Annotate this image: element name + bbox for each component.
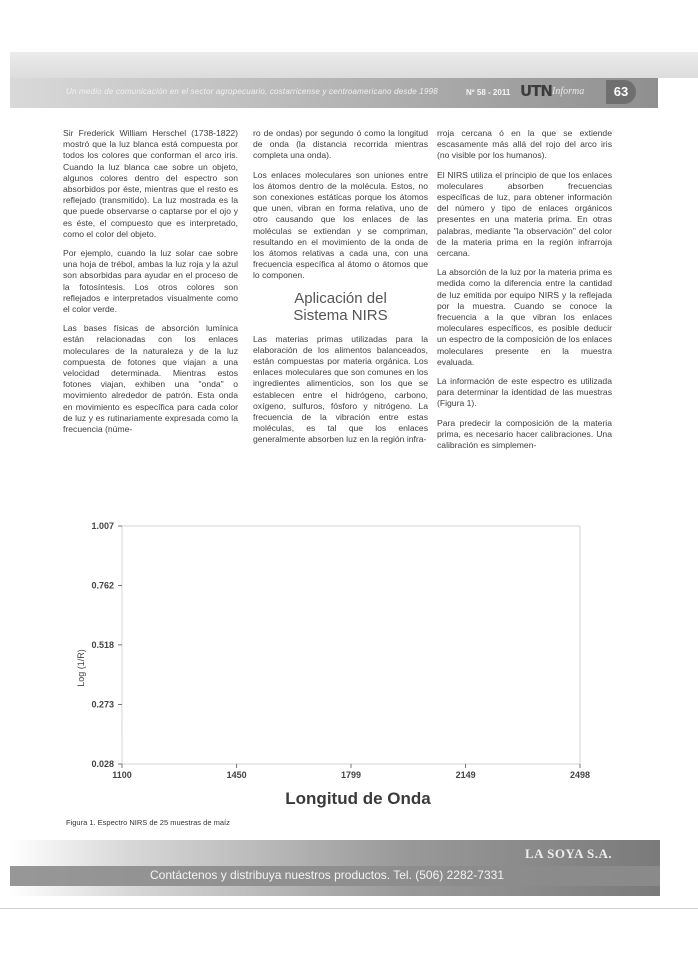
y-axis-label: Log (1/R): [76, 649, 86, 687]
x-tick-label: 1450: [226, 770, 247, 780]
header-tagline: Un medio de comunicación en el sector agropecuario, costarricense y centroamericano desde 1998: [66, 87, 438, 96]
y-tick-label: 1.007: [91, 521, 114, 531]
paragraph: La información de este espectro es utilizada para determinar la identidad de las muestras (Figura 1).: [437, 376, 612, 409]
bottom-divider: [0, 908, 698, 909]
y-tick-label: 0.273: [91, 699, 114, 710]
section-title: [253, 290, 428, 324]
paragraph: Sir Frederick William Herschel (1738-1822) mostró que la luz blanca está compuesta por todos los colores que conforman el arco iris. Cuando la luz blanca cae sobre un objeto, algunos colores dentro del espectro son absorbidos por éste, mientras que el resto es reflejado (transmitido). La luz mostrada es la que puede observarse o captarse por el ojo y es éste, el compuesto que es interpretado, como el color del objeto.: [63, 128, 238, 239]
axes-layer: [91, 521, 590, 780]
column-2: [253, 128, 428, 454]
paragraph: Los enlaces moleculares son uniones entre los átomos dentro de la molécula. Estos, no son conexiones estáticas porque los átomos que unen, vibran en forma relativa, uno de otro causando que los enlaces de las moléculas se extiendan y se compriman, resultando en el movimiento de la onda de los átomos relativas a cada una, con una frecuencia específica al átomo o átomos que lo componen.: [253, 169, 428, 281]
footer-contact: Contáctenos y distribuya nuestros productos. Tel. (506) 2282-7331: [150, 868, 504, 882]
x-tick-label: 2498: [569, 770, 591, 780]
issue-number: Nº 58 - 2011: [466, 88, 511, 97]
paragraph: Las bases físicas de absorción lumínica están relacionadas con los enlaces moleculares de la naturaleza y de la luz compuesta de fotones que viajan a una velocidad determinada. Mientras estos fotones viajan, exhiben una "onda" o movimiento alrededor de patrón. Esta onda en movimiento es específica para cada color de luz y es rutinariamente expresada como la frecuencia (núme-: [63, 323, 238, 435]
page-number: 63: [606, 80, 636, 104]
x-tick-label: 2149: [455, 770, 476, 780]
chart-svg: [70, 518, 610, 818]
footer-brand: LA SOYA S.A.: [525, 846, 613, 861]
header-shadow: [10, 52, 698, 78]
column-3: [437, 128, 612, 459]
paragraph: Para predecir la composición de la materia prima, es necesario hacer calibraciones. Una calibración es simplemen-: [437, 417, 612, 451]
paragraph: rroja cercana ó en la que se extiende escasamente más allá del rojo del arco iris (no visible por los humanos).: [437, 128, 612, 161]
utn-logo: UTN: [520, 82, 552, 100]
paragraph: La absorción de la luz por la materia prima es medida como la diferencia entre la cantidad de luz emitida por equipo NIRS y la reflejada por la muestra. Cuando se conoce la frecuencia a la que vibran los enlaces moleculares específicos, es posible deducir un espectro de la composición de los enlaces moleculares presente en la muestra evaluada.: [437, 267, 612, 367]
paragraph: Por ejemplo, cuando la luz solar cae sobre una hoja de trébol, ambas la luz roja y la azul son absorbidas para ayudar en el proceso de la fotosíntesis. Los otros colores son reflejados e interpretados visualmente como el color verde.: [63, 248, 238, 315]
paragraph: Las materias primas utilizadas para la elaboración de los alimentos balanceados, están compuestas por materia orgánica. Los enlaces moleculares que son comunes en los ingredientes alimenticios, son los que se establecen entre el hidrógeno, carbono, oxígeno, sulfuros, fósforo y nitrógeno. La frecuencia de la vibración entre estas moléculas, es tal que los enlaces generalmente absorben luz en la región infra-: [253, 333, 428, 445]
section-title-line: Sistema NIRS: [293, 306, 388, 324]
x-axis-label: Longitud de Onda: [285, 789, 431, 808]
y-tick-label: 0.518: [91, 639, 114, 650]
paragraph: El NIRS utiliza el principio de que los enlaces moleculares absorben frecuencias específicas de luz, para obtener información del número y tipo de enlaces orgánicos presentes en una materia prima. En otras palabras, mediante "la observación" del color de la materia prima en la región infrarroja cercana.: [437, 169, 612, 259]
y-tick-label: 0.762: [91, 580, 114, 591]
plot-area: [122, 526, 580, 764]
x-tick-label: 1799: [340, 770, 362, 780]
nirs-chart: [70, 518, 610, 818]
y-tick-label: 0.028: [91, 759, 114, 769]
column-1: [63, 128, 238, 443]
x-tick-label: 1100: [112, 770, 132, 780]
magazine-logo: Informa: [552, 86, 585, 97]
figure-caption: Figura 1. Espectro NIRS de 25 muestras de maíz: [66, 818, 230, 827]
paragraph: ro de ondas) por segundo ó como la longitud de onda (la distancia recorrida mientras completa una onda).: [253, 128, 428, 161]
section-title-line: Aplicación del: [294, 289, 387, 307]
